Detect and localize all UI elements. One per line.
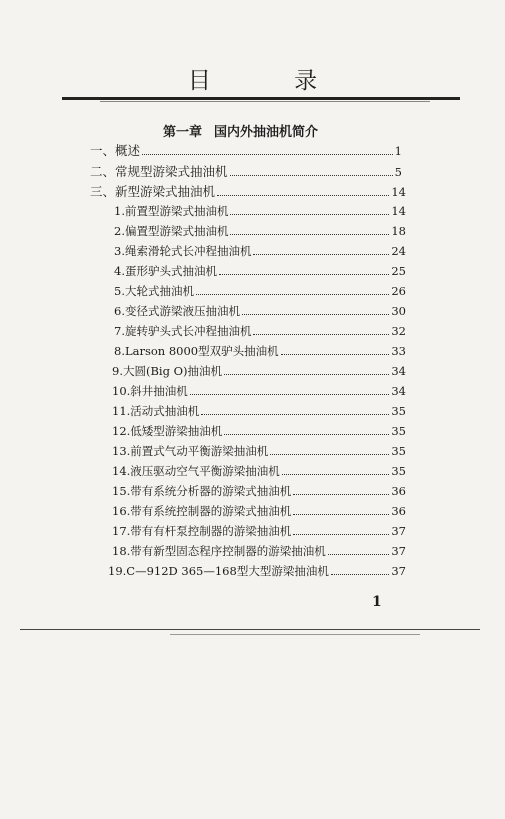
toc-item-page: 14	[391, 204, 406, 218]
toc-item-label: 19.C—912D 365—168型大型游梁抽油机	[108, 564, 329, 578]
toc-item-page: 26	[391, 284, 406, 298]
toc-item-label: 3.绳索滑轮式长冲程抽油机	[114, 244, 252, 258]
toc-section	[90, 182, 406, 198]
toc-item-page: 18	[391, 224, 406, 238]
toc-item-label: 10.斜井抽油机	[112, 384, 188, 398]
toc-item-page: 37	[391, 564, 406, 578]
toc-section	[90, 162, 402, 178]
toc-item-page: 35	[391, 464, 406, 478]
leader-dots	[253, 244, 389, 255]
toc-item-label: 16.带有系统控制器的游梁式抽油机	[112, 504, 292, 518]
toc-section-page: 14	[391, 185, 406, 199]
leader-dots	[281, 344, 390, 355]
leader-dots	[230, 204, 389, 215]
leader-dots	[224, 424, 389, 435]
toc-item	[114, 203, 406, 219]
leader-dots	[282, 464, 390, 475]
title-rule	[62, 97, 460, 100]
toc-item	[112, 483, 406, 499]
leader-dots	[293, 504, 389, 515]
toc-item	[114, 263, 406, 279]
toc-item-label: 14.液压驱动空气平衡游梁抽油机	[112, 464, 280, 478]
toc-item	[108, 563, 406, 579]
toc-item	[112, 463, 406, 479]
toc-item-label: 1.前置型游梁式抽油机	[114, 204, 229, 218]
toc-section-page: 5	[394, 165, 402, 179]
toc-item-page: 30	[391, 304, 406, 318]
leader-dots	[293, 484, 389, 495]
toc-item	[114, 303, 406, 319]
leader-dots	[142, 144, 393, 155]
toc-item	[114, 323, 406, 339]
toc-item-page: 35	[391, 404, 406, 418]
chapter-title: 国内外抽油机简介	[214, 125, 319, 140]
leader-dots	[331, 564, 390, 575]
toc-section-label: 三、新型游梁式抽油机	[90, 184, 216, 199]
toc-item-label: 9.大圆(Big O)抽油机	[112, 364, 223, 378]
toc-item-label: 18.带有新型固态程序控制器的游梁抽油机	[112, 544, 326, 558]
toc-item-label: 13.前置式气动平衡游梁抽油机	[112, 444, 269, 458]
toc-item	[112, 403, 406, 419]
toc-item-label: 12.低矮型游梁抽油机	[112, 424, 223, 438]
toc-item	[112, 383, 406, 399]
leader-dots	[219, 264, 389, 275]
toc-section-label: 一、概述	[90, 143, 141, 158]
toc-item-label: 7.旋转驴头式长冲程抽油机	[114, 324, 252, 338]
toc-item-page: 35	[391, 424, 406, 438]
toc-item-page: 34	[391, 384, 406, 398]
title-rule-thin	[100, 101, 430, 102]
toc-item-page: 34	[391, 364, 406, 378]
toc-item-page: 25	[391, 264, 406, 278]
toc-item-label: 5.大轮式抽油机	[114, 284, 194, 298]
toc-item	[114, 223, 406, 239]
toc-item-label: 4.蛋形驴头式抽油机	[114, 264, 217, 278]
leader-dots	[230, 224, 389, 235]
leader-dots	[201, 404, 389, 415]
toc-item-page: 37	[391, 544, 406, 558]
toc-item-label: 15.带有系统分析器的游梁式抽油机	[112, 484, 292, 498]
leader-dots	[242, 304, 389, 315]
toc-item	[114, 343, 406, 359]
toc-section-page: 1	[394, 144, 402, 158]
leader-dots	[253, 324, 389, 335]
toc-item	[112, 543, 406, 559]
toc-item	[112, 423, 406, 439]
leader-dots	[328, 544, 390, 555]
leader-dots	[270, 444, 389, 455]
chapter-heading	[163, 121, 318, 140]
toc-item-label: 11.活动式抽油机	[112, 404, 200, 418]
footer-rule	[20, 629, 480, 630]
toc-item-label: 17.带有有杆泵控制器的游梁抽油机	[112, 524, 292, 538]
toc-item	[114, 243, 406, 259]
footer-rule-thin	[170, 634, 420, 635]
page-number: 1	[372, 594, 382, 610]
toc-item-page: 24	[391, 244, 406, 258]
toc-item	[114, 283, 406, 299]
toc-item	[112, 523, 406, 539]
toc-item-label: 2.偏置型游梁式抽油机	[114, 224, 229, 238]
toc-item	[112, 443, 406, 459]
toc-item-page: 37	[391, 524, 406, 538]
toc-item	[112, 503, 406, 519]
leader-dots	[293, 524, 389, 535]
toc-item-page: 33	[391, 344, 406, 358]
toc-item-page: 32	[391, 324, 406, 338]
leader-dots	[190, 384, 390, 395]
toc-item-page: 35	[391, 444, 406, 458]
page-title: 目 录	[187, 68, 356, 94]
toc-item	[112, 363, 406, 379]
leader-dots	[196, 284, 389, 295]
toc-section	[90, 141, 402, 157]
leader-dots	[230, 165, 393, 176]
toc-section-label: 二、常规型游梁式抽油机	[90, 164, 228, 179]
toc-item-page: 36	[391, 484, 406, 498]
toc-item-page: 36	[391, 504, 406, 518]
leader-dots	[217, 185, 389, 196]
toc-item-label: 8.Larson 8000型双驴头抽油机	[114, 344, 279, 358]
chapter-number: 第一章	[163, 125, 203, 140]
leader-dots	[224, 364, 389, 375]
toc-item-label: 6.变径式游梁液压抽油机	[114, 304, 240, 318]
